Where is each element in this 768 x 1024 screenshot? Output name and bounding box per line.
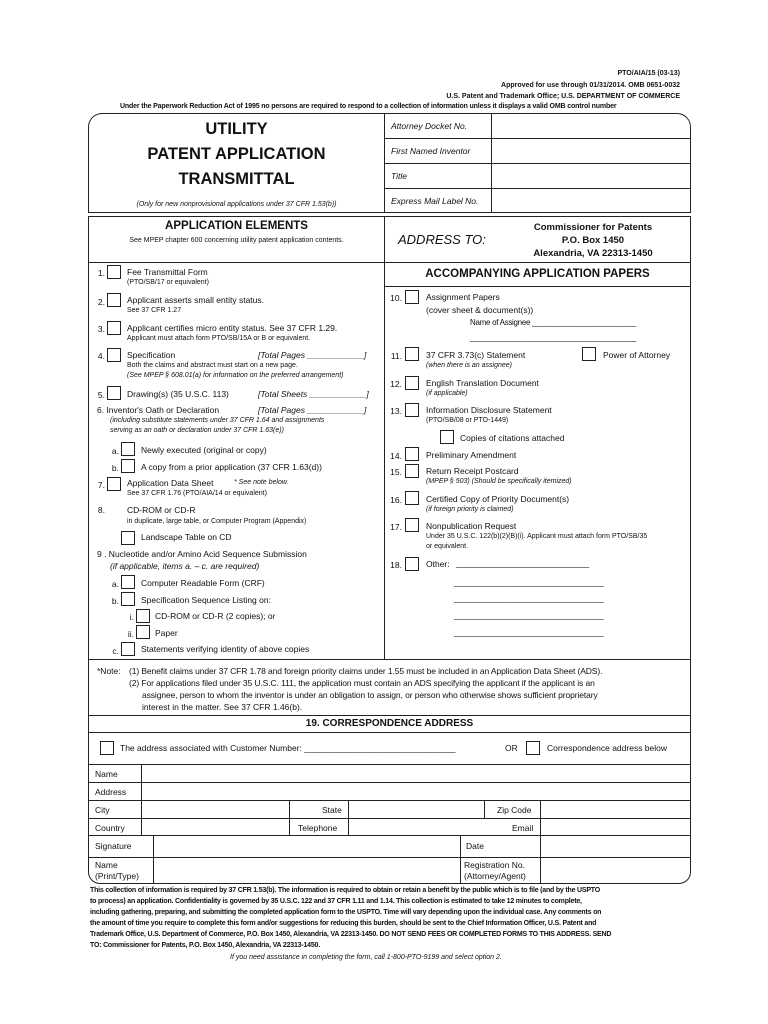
address-line2: P.O. Box 1450 — [561, 235, 625, 246]
item-number: 8. — [97, 505, 105, 515]
item-number: 7. — [97, 480, 105, 490]
item-number: ii. — [127, 629, 134, 639]
note-line3: assignee, person to whom the inventor is under an obligation to assign, or person who otherwise shows sufficient proprietary — [142, 690, 598, 700]
priority-doc-checkbox[interactable] — [405, 491, 419, 505]
first-inventor-input[interactable] — [493, 140, 687, 162]
translation-sub: (if applicable) — [426, 390, 468, 397]
item-number: b. — [111, 463, 119, 473]
sequence-label: 9 . Nucleotide and/or Amino Acid Sequence Submission — [97, 549, 307, 559]
footer-line4: the amount of time you require to complete this form and/or suggestions for reducing this burden, should be sent to the Chief Information Officer, U.S. Patent and — [90, 920, 597, 927]
item-number: 2. — [97, 297, 105, 307]
email-label: Email — [512, 823, 534, 833]
oath-declaration-label: 6. Inventor's Oath or Declaration — [97, 405, 220, 415]
attorney-agent-label: (Attorney/Agent) — [464, 871, 526, 881]
registration-input[interactable] — [542, 859, 688, 882]
title-note: (Only for new nonprovisional applications under 37 CFR 1.53(b)) — [136, 201, 337, 208]
fee-transmittal-checkbox[interactable] — [107, 265, 121, 279]
prior-copy-label: A copy from a prior application (37 CFR 1.63(d)) — [141, 462, 322, 472]
drawings-label: Drawing(s) (35 U.S.C. 113) — [127, 389, 229, 399]
ids-checkbox[interactable] — [405, 403, 419, 417]
item-number: 18. — [390, 560, 402, 570]
omb-approval: Approved for use through 01/31/2014. OMB 0651-0032 — [501, 82, 680, 89]
corr-address-below-label: Correspondence address below — [547, 743, 668, 753]
prelim-amendment-checkbox[interactable] — [405, 447, 419, 461]
seq-paper-label: Paper — [155, 628, 178, 638]
item-number: 1. — [97, 268, 105, 278]
item-number: 5. — [97, 390, 105, 400]
title-line1: UTILITY — [205, 120, 268, 138]
crf-checkbox[interactable] — [121, 575, 135, 589]
item-number: 3. — [97, 324, 105, 334]
state-label: State — [322, 805, 342, 815]
customer-number-checkbox[interactable] — [100, 741, 114, 755]
footer-line1: This collection of information is required by 37 CFR 1.53(b). The information is required to obtain or retain a benefit by the public which is to file (and by the USPTO — [90, 887, 600, 894]
correspondence-heading: 19. CORRESPONDENCE ADDRESS — [305, 718, 474, 729]
small-entity-label: Applicant asserts small entity status. — [127, 295, 265, 305]
title-line2: PATENT APPLICATION — [147, 145, 326, 163]
note-line1: (1) Benefit claims under 37 CFR 1.78 and foreign priority claims under 1.55 must be included in an Application Data Sheet (ADS). — [129, 666, 603, 676]
cfr-373-label: 37 CFR 3.73(c) Statement — [426, 350, 526, 360]
small-entity-checkbox[interactable] — [107, 293, 121, 307]
agency-line: U.S. Patent and Trademark Office; U.S. DEPARTMENT OF COMMERCE — [446, 93, 680, 100]
customer-number-label[interactable]: The address associated with Customer Number: ________________________________ — [120, 743, 456, 753]
ids-label: Information Disclosure Statement — [426, 405, 552, 415]
ads-note: * See note below. — [234, 479, 289, 486]
footer-line6: TO: Commissioner for Patents, P.O. Box 1450, Alexandria, VA 22313-1450. — [90, 942, 320, 949]
address-line3: Alexandria, VA 22313-1450 — [533, 248, 653, 259]
seq-listing-checkbox[interactable] — [121, 592, 135, 606]
oath-pages[interactable]: [Total Pages ____________] — [258, 405, 367, 415]
item-number: i. — [129, 612, 134, 622]
express-mail-input[interactable] — [493, 190, 687, 212]
postcard-sub: (MPEP § 503) (Should be specifically itemized) — [426, 478, 572, 485]
registration-label: Registration No. — [464, 860, 525, 870]
country-input[interactable] — [143, 820, 287, 835]
name-label: Name — [95, 769, 118, 779]
country-label: Country — [95, 823, 125, 833]
other-label: Other: — [426, 559, 450, 569]
other-line-5[interactable]: ____________________________________ — [454, 628, 604, 637]
prior-copy-checkbox[interactable] — [121, 459, 135, 473]
seq-cdrom-label: CD-ROM or CD-R (2 copies); or — [155, 611, 276, 621]
elements-heading: APPLICATION ELEMENTS — [165, 220, 308, 232]
translation-label: English Translation Document — [426, 378, 539, 388]
item-number: 12. — [390, 379, 402, 389]
small-entity-sub: See 37 CFR 1.27 — [127, 307, 182, 314]
elements-subheading: See MPEP chapter 600 concerning utility patent application contents. — [129, 237, 344, 244]
citations-copies-label: Copies of citations attached — [460, 433, 565, 443]
newly-executed-checkbox[interactable] — [121, 442, 135, 456]
drawings-checkbox[interactable] — [107, 386, 121, 400]
note-label: *Note: — [97, 666, 121, 676]
city-label: City — [95, 805, 110, 815]
newly-executed-label: Newly executed (original or copy) — [141, 445, 267, 455]
other-line-2[interactable]: ____________________________________ — [454, 578, 604, 587]
item-number: 14. — [390, 451, 402, 461]
micro-entity-label: Applicant certifies micro entity status. See 37 CFR 1.29. — [127, 323, 338, 333]
nonpublication-sub2: or equivalent. — [426, 543, 469, 550]
seq-cdrom-checkbox[interactable] — [136, 609, 150, 623]
footer-line5: Trademark Office, U.S. Department of Commerce, P.O. Box 1450, Alexandria, VA 22313-1450. DO NOT SEND FEES OR COMPLETED FORMS TO THIS ADDRESS. SEND — [90, 931, 612, 938]
ads-label: Application Data Sheet — [127, 478, 214, 488]
form-id: PTO/AIA/15 (03-13) — [617, 70, 680, 77]
print-name-input[interactable] — [155, 859, 458, 882]
address-input[interactable] — [143, 784, 688, 799]
state-input[interactable] — [350, 802, 482, 817]
micro-entity-sub: Applicant must attach form PTO/SB/15A or B or equivalent. — [127, 335, 311, 342]
city-input[interactable] — [143, 802, 287, 817]
ads-checkbox[interactable] — [107, 477, 121, 491]
crf-label: Computer Readable Form (CRF) — [141, 578, 265, 588]
other-line-4[interactable]: ____________________________________ — [454, 611, 604, 620]
zip-label: Zip Code — [497, 805, 532, 815]
date-input[interactable] — [542, 837, 688, 856]
statements-verify-label: Statements verifying identity of above copies — [141, 644, 310, 654]
drawings-sheets[interactable]: [Total Sheets ____________] — [258, 389, 369, 399]
address-label: ADDRESS TO: — [398, 232, 486, 247]
specification-sub2: (See MPEP § 608.01(a) for information on the preferred arrangement) — [127, 372, 344, 379]
attorney-docket-label: Attorney Docket No. — [391, 121, 468, 131]
address-field-label: Address — [95, 787, 127, 797]
sequence-sub: (if applicable, items a. – c. are required) — [110, 561, 260, 571]
translation-checkbox[interactable] — [405, 376, 419, 390]
title-line3: TRANSMITTAL — [178, 170, 295, 188]
other-line-3[interactable]: ____________________________________ — [454, 594, 604, 603]
paperwork-notice: Under the Paperwork Reduction Act of 1995 no persons are required to respond to a collection of information unless it displays a valid OMB control number — [120, 103, 617, 110]
assignee-name[interactable]: Name of Assignee _________________________ — [470, 318, 636, 327]
corr-address-below-checkbox[interactable] — [526, 741, 540, 755]
assignment-checkbox[interactable] — [405, 290, 419, 304]
power-of-attorney-checkbox[interactable] — [582, 347, 596, 361]
email-input[interactable] — [542, 820, 688, 835]
item-number: c. — [112, 646, 119, 656]
date-label: Date — [466, 841, 484, 851]
fee-transmittal-sub: (PTO/SB/17 or equivalent) — [127, 279, 209, 286]
oath-sub1: (including substitute statements under 37 CFR 1.64 and assignments — [110, 417, 325, 424]
print-name-label: Name — [95, 860, 118, 870]
item-number: a. — [111, 446, 119, 456]
landscape-table-label: Landscape Table on CD — [141, 532, 232, 542]
item-number: 15. — [390, 467, 402, 477]
cfr-373-sub: (when there is an assignee) — [426, 362, 512, 369]
other-line-1[interactable]: ________________________________ — [456, 559, 589, 568]
first-inventor-label: First Named Inventor — [391, 146, 471, 156]
footer-line2: to process) an application. Confidentiality is governed by 35 U.S.C. 122 and 37 CFR 1.11 and 1.14. This collection is estimated to take 12 minutes to complete, — [90, 898, 582, 905]
item-number: b. — [111, 596, 119, 606]
address-line1: Commissioner for Patents — [533, 222, 653, 233]
attorney-docket-input[interactable] — [493, 115, 687, 137]
assistance-line: If you need assistance in completing the form, call 1-800-PTO-9199 and select option 2. — [230, 954, 502, 961]
prelim-amendment-label: Preliminary Amendment — [426, 450, 517, 460]
micro-entity-checkbox[interactable] — [107, 321, 121, 335]
item-number: 11. — [390, 351, 402, 361]
or-label: OR — [505, 743, 518, 753]
express-mail-label: Express Mail Label No. — [391, 196, 479, 206]
assignment-label: Assignment Papers — [426, 292, 500, 302]
signature-label: Signature — [95, 841, 132, 851]
footer-line3: including gathering, preparing, and submitting the completed application form to the USPTO. Time will vary depending upon the individual case. Any comments on — [90, 909, 602, 916]
power-of-attorney-label: Power of Attorney — [603, 350, 671, 360]
item-number: 17. — [390, 522, 402, 532]
name-input[interactable] — [143, 766, 688, 781]
ads-sub: See 37 CFR 1.76 (PTO/AIA/14 or equivalent) — [127, 490, 267, 497]
note-line4: interest in the matter. See 37 CFR 1.46(b). — [142, 702, 303, 712]
signature-input[interactable] — [155, 837, 458, 856]
cdrom-label: CD-ROM or CD-R — [127, 505, 196, 515]
telephone-input[interactable] — [350, 820, 538, 835]
postcard-checkbox[interactable] — [405, 464, 419, 478]
title-label: Title — [391, 171, 407, 181]
assignee-line[interactable]: ________________________________________ — [470, 333, 636, 342]
item-number: 13. — [390, 406, 402, 416]
cdrom-sub: in duplicate, large table, or Computer Program (Appendix) — [127, 518, 307, 525]
nonpublication-sub1: Under 35 U.S.C. 122(b)(2)(B)(i). Applicant must attach form PTO/SB/35 — [426, 533, 648, 540]
item-number: 16. — [390, 495, 402, 505]
citations-copies-checkbox[interactable] — [440, 430, 454, 444]
priority-doc-sub: (if foreign priority is claimed) — [426, 506, 514, 513]
priority-doc-label: Certified Copy of Priority Document(s) — [426, 494, 570, 504]
specification-checkbox[interactable] — [107, 348, 121, 362]
nonpublication-checkbox[interactable] — [405, 518, 419, 532]
statements-verify-checkbox[interactable] — [121, 642, 135, 656]
accompanying-heading: ACCOMPANYING APPLICATION PAPERS — [425, 268, 650, 280]
cfr-373-checkbox[interactable] — [405, 347, 419, 361]
telephone-label: Telephone — [298, 823, 338, 833]
postcard-label: Return Receipt Postcard — [426, 466, 519, 476]
note-line2: (2) For applications filed under 35 U.S.C. 111, the application must contain an ADS specifying the applicant if the applicant is an — [129, 678, 595, 688]
ids-sub: (PTO/SB/08 or PTO-1449) — [426, 417, 509, 424]
seq-listing-label: Specification Sequence Listing on: — [141, 595, 271, 605]
print-type-label: (Print/Type) — [95, 871, 139, 881]
nonpublication-label: Nonpublication Request — [426, 521, 517, 531]
assignment-sub: (cover sheet & document(s)) — [426, 305, 534, 315]
other-checkbox[interactable] — [405, 557, 419, 571]
specification-sub1: Both the claims and abstract must start on a new page. — [127, 362, 298, 369]
landscape-table-checkbox[interactable] — [121, 531, 135, 545]
item-number: a. — [111, 579, 119, 589]
fee-transmittal-label: Fee Transmittal Form — [127, 267, 208, 277]
item-number: 10. — [390, 293, 402, 303]
oath-sub2: serving as an oath or declaration under 37 CFR 1.63(e)) — [110, 427, 284, 434]
seq-paper-checkbox[interactable] — [136, 625, 150, 639]
specification-pages[interactable]: [Total Pages ____________] — [258, 350, 367, 360]
item-number: 4. — [97, 351, 105, 361]
title-input[interactable] — [493, 165, 687, 187]
specification-label: Specification — [127, 350, 176, 360]
zip-input[interactable] — [542, 802, 688, 817]
